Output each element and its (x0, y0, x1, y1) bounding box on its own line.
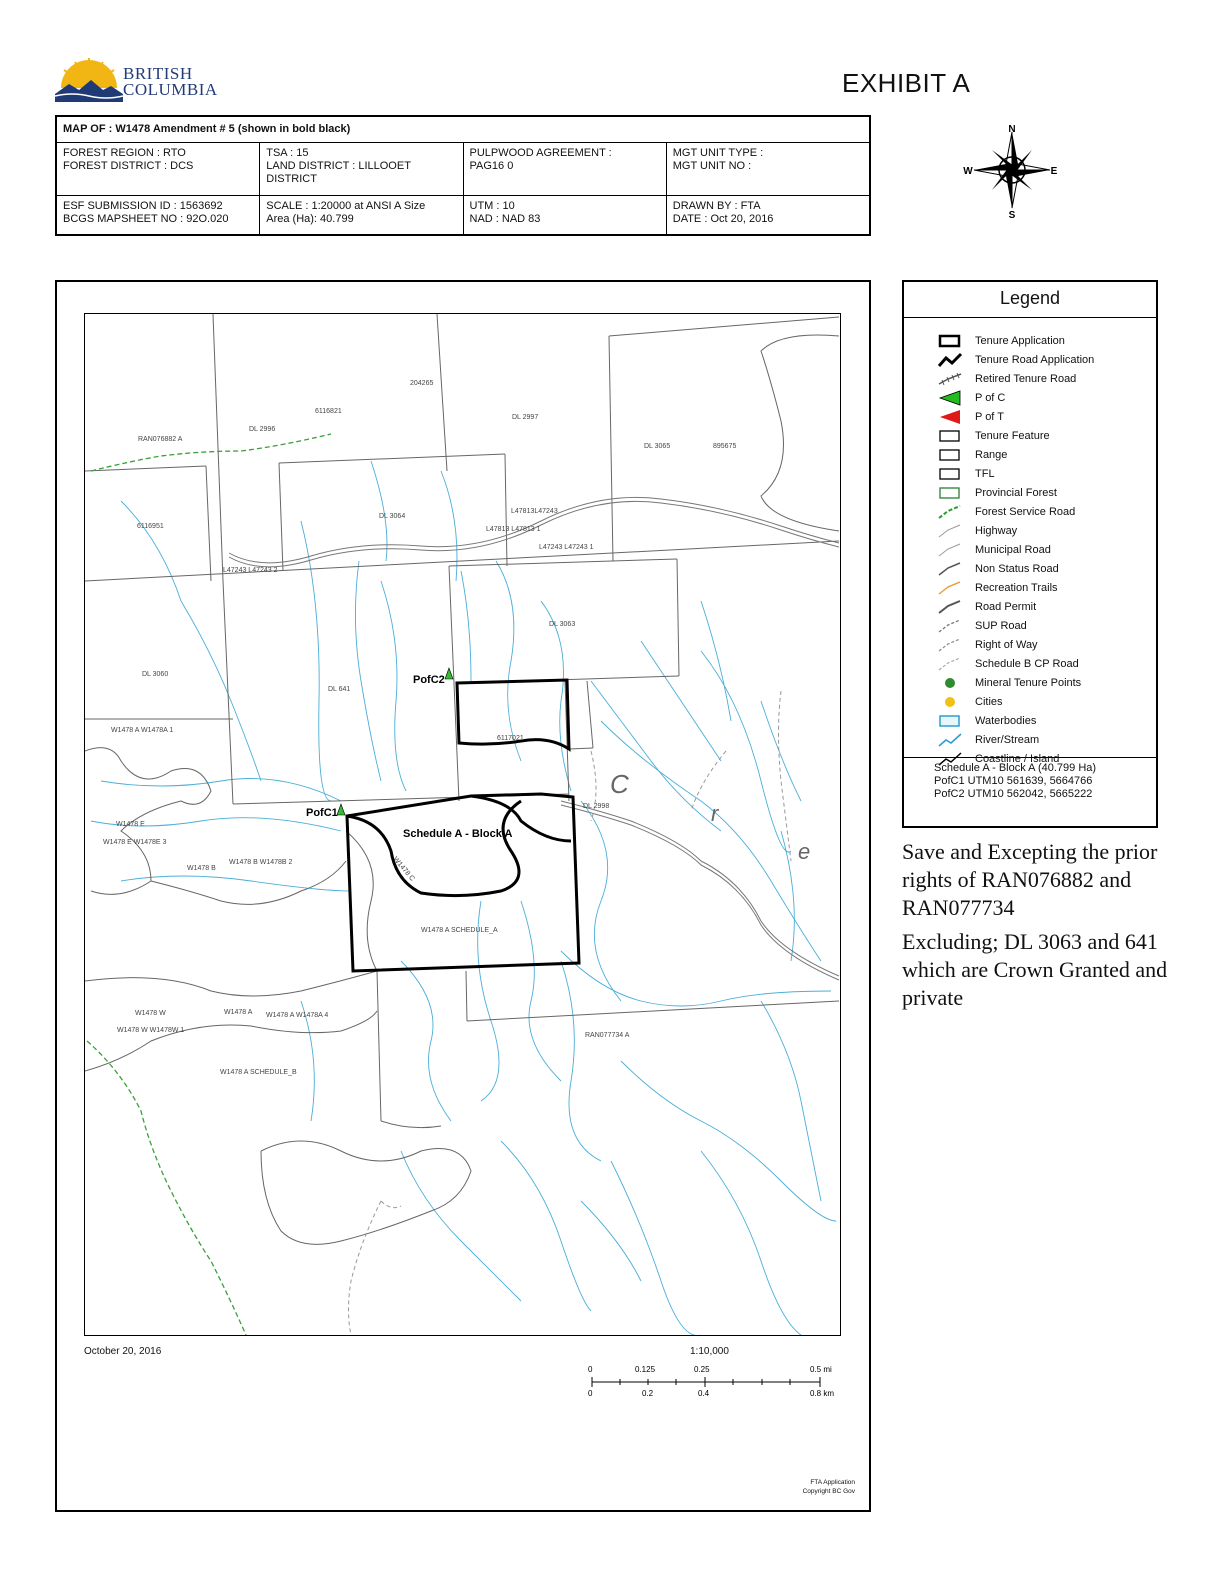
legend-label: Non Status Road (975, 562, 1059, 575)
legend-item (904, 445, 1156, 464)
non-status-road-icon (936, 561, 964, 577)
map-label: W1478 A W1478A 4 (266, 1012, 329, 1019)
legend-items (904, 318, 1156, 765)
legend-item (904, 388, 1156, 407)
map-label: W1478 B W1478B 2 (229, 859, 293, 866)
schedule-a-block-a[interactable] (347, 794, 579, 971)
pulpwood-cell (464, 143, 667, 195)
legend-item (904, 578, 1156, 597)
bcgs-mapsheet: BCGS MAPSHEET NO : 92O.020 (63, 213, 229, 225)
scale-km-tick: 0 (588, 1389, 593, 1398)
map-label: DL 3060 (142, 671, 169, 678)
pulpwood-value: PAG16 0 (469, 160, 514, 172)
map-label: 6116951 (137, 523, 164, 530)
forest-region-cell (57, 143, 260, 195)
map-title: MAP OF : W1478 Amendment # 5 (shown in bold black) (57, 117, 869, 143)
legend-label: Coastline / Island (975, 752, 1060, 765)
schedule-b-cp-road-icon (936, 656, 964, 672)
mgt-unit-cell (667, 143, 869, 195)
legend-label: Cities (975, 695, 1003, 708)
tenure-feature-icon (936, 428, 964, 444)
compass-e: E (1050, 166, 1058, 177)
scale-mi-tick: 0 (588, 1365, 593, 1374)
scale-ratio: 1:10,000 (690, 1346, 729, 1357)
map-label: DL 641 (328, 686, 351, 693)
tsa: TSA : 15 (266, 147, 309, 159)
tfl-icon (936, 466, 964, 482)
retired-tenure-road-icon (936, 371, 964, 387)
map-label: W1478 A (224, 1009, 253, 1016)
map-label: DL 2996 (249, 426, 276, 433)
legend-label: Provincial Forest (975, 486, 1057, 499)
rivers (91, 461, 836, 1335)
legend-label: Schedule B CP Road (975, 657, 1079, 670)
logo-line-1: BRITISH (123, 64, 193, 83)
creek-letter: C (610, 769, 629, 799)
credit (760, 1478, 855, 1496)
mineral-tenure-points-icon (936, 675, 964, 691)
legend-label: Tenure Application (975, 334, 1065, 347)
legend-label: Tenure Feature (975, 429, 1050, 442)
scale-mi-tick: 0.25 (694, 1365, 710, 1374)
map-label: W1478 E W1478E 3 (103, 839, 167, 846)
header-row-2 (57, 196, 869, 235)
creek-letter: e (798, 839, 811, 864)
legend-item (904, 521, 1156, 540)
land-district-cont: DISTRICT (266, 173, 317, 185)
forest-service-roads (87, 434, 331, 1335)
road-permit-icon (936, 599, 964, 615)
creek-letter: r (711, 801, 719, 826)
municipal-road-icon (936, 542, 964, 558)
p-of-t-icon (936, 409, 964, 425)
map-label: 6116821 (315, 408, 342, 415)
scale-mi-tick: 0.125 (635, 1365, 656, 1374)
tenure-road-application-icon (936, 352, 964, 368)
scale-mi-tick: 0.5 mi (810, 1365, 832, 1374)
side-note-excluding: Excluding; DL 3063 and 641 which are Crown Granted and private (902, 929, 1168, 1010)
map-svg (85, 314, 840, 1335)
legend-item (904, 407, 1156, 426)
legend-label: River/Stream (975, 733, 1040, 746)
legend-label: Tenure Road Application (975, 353, 1095, 366)
map-label: W1478 A W1478A 1 (111, 727, 174, 734)
river-stream-icon (936, 732, 964, 748)
header-row-1 (57, 143, 869, 196)
nad: NAD : NAD 83 (469, 213, 541, 225)
parcel-labels (103, 380, 736, 1076)
pofc2-label: PofC2 (413, 674, 445, 686)
tenure-application-icon (936, 333, 964, 349)
map-label: DL 3064 (379, 513, 406, 520)
legend-label: Mineral Tenure Points (975, 676, 1082, 689)
map-label: DL 2997 (512, 414, 539, 421)
scale-cell (260, 196, 463, 235)
land-district: LAND DISTRICT : LILLOOET (266, 160, 411, 172)
scale-km-tick: 0.8 km (810, 1389, 835, 1398)
waterbodies-icon (936, 713, 964, 729)
legend-item (904, 540, 1156, 559)
map-label: W1478 W (135, 1010, 166, 1017)
drawn-by: DRAWN BY : FTA (672, 200, 761, 212)
forest-district: FOREST DISTRICT : DCS (63, 160, 194, 172)
legend-label: P of C (975, 391, 1006, 404)
legend-label: Range (975, 448, 1008, 461)
pulpwood-agreement: PULPWOOD AGREEMENT : (469, 147, 612, 159)
credit-line-1: FTA Application (810, 1479, 855, 1486)
legend-item (904, 483, 1156, 502)
map-label: DL 2998 (583, 803, 610, 810)
legend-notes (904, 758, 1156, 801)
parcel-lines (85, 314, 839, 1244)
utm: UTM : 10 (469, 200, 515, 212)
legend-note-pofc2: PofC2 UTM10 562042, 5665222 (934, 788, 1093, 800)
legend-item (904, 635, 1156, 654)
range-icon (936, 447, 964, 463)
scale: SCALE : 1:20000 at ANSI A Size (266, 200, 426, 212)
legend-label: Highway (975, 524, 1018, 537)
pofc2-marker-icon[interactable] (445, 668, 453, 679)
mgt-unit-type: MGT UNIT TYPE : (672, 147, 764, 159)
legend-item (904, 369, 1156, 388)
legend-item (904, 597, 1156, 616)
compass-rose-icon (962, 120, 1058, 222)
legend-label: Municipal Road (975, 543, 1051, 556)
legend-item (904, 331, 1156, 350)
map-label: W1478 C (391, 855, 416, 883)
map-label: W1478 W W1478W 1 (117, 1027, 185, 1034)
legend-label: P of T (975, 410, 1004, 423)
cities-icon (936, 694, 964, 710)
map-label: L47243 L47243 1 (539, 544, 594, 551)
area: Area (Ha): 40.799 (266, 213, 354, 225)
legend-item (904, 350, 1156, 369)
provincial-forest-icon (936, 485, 964, 501)
scale-km-tick: 0.4 (698, 1389, 710, 1398)
map-header-table (55, 115, 871, 236)
compass-n: N (1008, 124, 1016, 135)
compass-s: S (1008, 210, 1016, 221)
map-label: DL 3065 (644, 443, 671, 450)
legend-item (904, 616, 1156, 635)
credit-line-2: Copyright BC Gov (802, 1488, 855, 1495)
mgt-unit-no: MGT UNIT NO : (672, 160, 752, 172)
map-date: October 20, 2016 (84, 1346, 162, 1357)
right-of-way-icon (936, 637, 964, 653)
map-label: 895675 (713, 443, 737, 450)
recreation-trails-icon (936, 580, 964, 596)
bc-logo-text (123, 66, 218, 98)
legend-item (904, 559, 1156, 578)
legend-label: TFL (975, 467, 995, 480)
forest-region: FOREST REGION : RTO (63, 147, 186, 159)
legend-label: Right of Way (975, 638, 1038, 651)
legend-label: Retired Tenure Road (975, 372, 1077, 385)
legend-item (904, 730, 1156, 749)
legend-title: Legend (904, 282, 1156, 318)
exhibit-title: EXHIBIT A (842, 68, 971, 98)
side-note-excepting: Save and Excepting the prior rights of RAN076882 and RAN077734 (902, 839, 1158, 920)
map-label: 204265 (410, 380, 434, 387)
forest-service-road-icon (936, 504, 964, 520)
map-label: RAN076882 A (138, 436, 183, 443)
legend-item (904, 692, 1156, 711)
legend-item (904, 673, 1156, 692)
legend-label: Forest Service Road (975, 505, 1076, 518)
legend-item (904, 426, 1156, 445)
block-label: Schedule A - Block A (403, 828, 513, 840)
map-label: RAN077734 A (585, 1032, 630, 1039)
highway-icon (936, 523, 964, 539)
map-label: W1478 A SCHEDULE_B (220, 1069, 297, 1076)
legend-item (904, 464, 1156, 483)
legend-label: SUP Road (975, 619, 1027, 632)
sup-road-icon (936, 618, 964, 634)
logo-line-2: COLUMBIA (123, 80, 218, 99)
map-label: W1478 A SCHEDULE_A (421, 927, 498, 934)
legend-item (904, 654, 1156, 673)
map-label: 6117021 (497, 735, 524, 742)
legend-item (904, 502, 1156, 521)
p-of-c-icon (936, 390, 964, 406)
legend-note-block: Schedule A - Block A (40.799 Ha) (934, 762, 1097, 774)
pofc1-marker-icon[interactable] (337, 804, 345, 815)
legend-note-pofc1: PofC1 UTM10 561639, 5664766 (934, 775, 1093, 787)
creek-name (610, 769, 810, 864)
scale-km-tick: 0.2 (642, 1389, 654, 1398)
legend-item (904, 711, 1156, 730)
legend-panel (902, 280, 1158, 828)
esf-submission-id: ESF SUBMISSION ID : 1563692 (63, 200, 223, 212)
map-canvas (84, 313, 841, 1336)
drawn-cell (667, 196, 869, 235)
legend-label: Recreation Trails (975, 581, 1058, 594)
map-label: L47243 L47243 2 (223, 567, 278, 574)
map-label: DL 3063 (549, 621, 576, 628)
esf-cell (57, 196, 260, 235)
map-label: W1478 E (116, 821, 145, 828)
scale-bar (586, 1360, 846, 1400)
date: DATE : Oct 20, 2016 (672, 213, 774, 225)
utm-cell (464, 196, 667, 235)
legend-label: Road Permit (975, 600, 1037, 613)
compass-w: W (963, 166, 973, 177)
map-label: L47813 L47813 1 (486, 526, 541, 533)
legend-label: Waterbodies (975, 714, 1037, 727)
pofc1-label: PofC1 (306, 807, 338, 819)
map-label: L47813L47243 (511, 508, 558, 515)
map-label: W1478 B (187, 865, 216, 872)
tsa-cell (260, 143, 463, 195)
side-notes (902, 838, 1202, 1018)
